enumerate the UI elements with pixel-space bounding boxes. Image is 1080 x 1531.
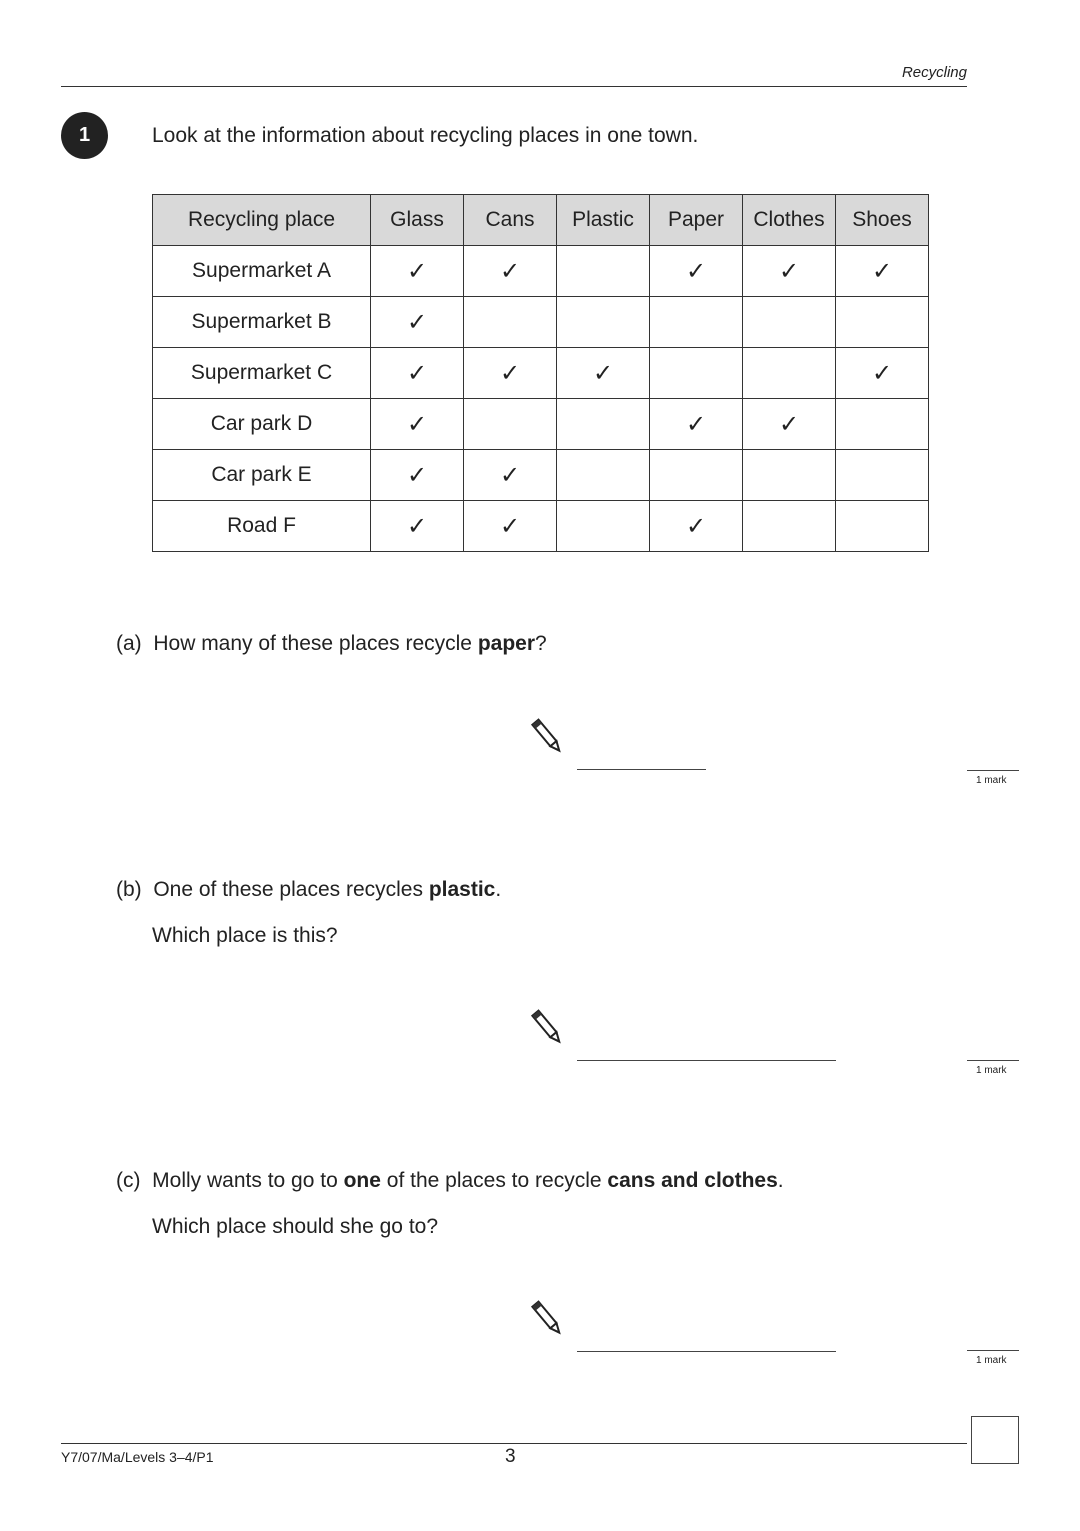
table-cell xyxy=(371,450,464,501)
check-icon: ✓ xyxy=(685,512,707,540)
place-name: Supermarket B xyxy=(153,297,371,348)
table-cell xyxy=(650,399,743,450)
column-header: Clothes xyxy=(743,195,836,246)
question-text: Molly wants to go to xyxy=(152,1169,344,1192)
question-text: One of these places recycles xyxy=(153,878,429,901)
emphasis: cans and clothes xyxy=(607,1169,778,1192)
table-cell xyxy=(836,297,929,348)
check-icon: ✓ xyxy=(685,410,707,438)
part-b-question xyxy=(116,878,501,902)
paper-code: Y7/07/Ma/Levels 3–4/P1 xyxy=(61,1449,214,1465)
table-cell xyxy=(557,348,650,399)
table-cell xyxy=(371,297,464,348)
part-b-subquestion: Which place is this? xyxy=(152,924,338,947)
mark-label: 1 mark xyxy=(976,1065,1007,1076)
column-header: Glass xyxy=(371,195,464,246)
table-cell xyxy=(464,348,557,399)
pencil-icon xyxy=(530,1298,564,1338)
place-name: Car park D xyxy=(153,399,371,450)
part-c-question xyxy=(116,1169,784,1193)
table-cell xyxy=(836,450,929,501)
table-cell xyxy=(650,501,743,552)
column-header-place: Recycling place xyxy=(153,195,371,246)
part-label: (c) xyxy=(116,1169,141,1192)
pencil-icon xyxy=(530,1007,564,1047)
emphasis: plastic xyxy=(428,878,496,901)
table-cell xyxy=(557,246,650,297)
place-name: Road F xyxy=(153,501,371,552)
table-cell xyxy=(557,297,650,348)
mark-box-line xyxy=(967,770,1019,771)
check-icon: ✓ xyxy=(871,257,893,285)
table-cell xyxy=(743,297,836,348)
table-cell xyxy=(836,348,929,399)
table-cell xyxy=(371,348,464,399)
mark-label: 1 mark xyxy=(976,1355,1007,1366)
table-cell xyxy=(836,246,929,297)
punctuation: . xyxy=(777,1169,784,1192)
place-name: Supermarket A xyxy=(153,246,371,297)
question-text: of the places to recycle xyxy=(380,1169,608,1192)
header-rule xyxy=(61,86,967,87)
part-label: (a) xyxy=(116,632,142,655)
table-cell xyxy=(743,348,836,399)
table-cell xyxy=(743,246,836,297)
check-icon: ✓ xyxy=(406,257,428,285)
part-a-question xyxy=(116,632,547,656)
check-icon: ✓ xyxy=(778,257,800,285)
table-cell xyxy=(836,501,929,552)
part-label: (b) xyxy=(116,878,142,901)
question-intro: Look at the information about recycling places in one town. xyxy=(152,124,699,147)
check-icon: ✓ xyxy=(406,410,428,438)
table-cell xyxy=(650,297,743,348)
table-cell xyxy=(464,297,557,348)
place-name: Supermarket C xyxy=(153,348,371,399)
table-cell xyxy=(371,246,464,297)
table-row xyxy=(153,297,929,348)
table-row xyxy=(153,450,929,501)
page-number: 3 xyxy=(505,1446,516,1467)
table-cell xyxy=(464,399,557,450)
punctuation: ? xyxy=(535,632,547,655)
column-header: Plastic xyxy=(557,195,650,246)
punctuation: . xyxy=(495,878,502,901)
check-icon: ✓ xyxy=(406,512,428,540)
question-number: 1 xyxy=(61,112,108,159)
table-cell xyxy=(743,399,836,450)
answer-line-b[interactable] xyxy=(577,1060,836,1061)
mark-label: 1 mark xyxy=(976,775,1007,786)
footer-rule xyxy=(61,1443,967,1444)
check-icon: ✓ xyxy=(499,257,521,285)
column-header: Paper xyxy=(650,195,743,246)
table-cell xyxy=(464,450,557,501)
table-cell xyxy=(650,246,743,297)
table-row xyxy=(153,399,929,450)
column-header: Cans xyxy=(464,195,557,246)
table-cell xyxy=(650,450,743,501)
table-cell xyxy=(464,246,557,297)
place-name: Car park E xyxy=(153,450,371,501)
question-text: How many of these places recycle xyxy=(153,632,478,655)
table-cell xyxy=(650,348,743,399)
answer-line-a[interactable] xyxy=(577,769,706,770)
table-cell xyxy=(743,501,836,552)
recycling-table xyxy=(152,194,929,552)
emphasis: one xyxy=(343,1169,381,1192)
pencil-icon xyxy=(530,716,564,756)
table-cell xyxy=(371,501,464,552)
table-cell xyxy=(557,450,650,501)
column-header: Shoes xyxy=(836,195,929,246)
table-cell xyxy=(371,399,464,450)
check-icon: ✓ xyxy=(406,308,428,336)
check-icon: ✓ xyxy=(871,359,893,387)
check-icon: ✓ xyxy=(778,410,800,438)
running-title: Recycling xyxy=(901,64,967,81)
part-c-subquestion: Which place should she go to? xyxy=(152,1215,439,1238)
page-total-box[interactable] xyxy=(971,1416,1019,1464)
check-icon: ✓ xyxy=(499,461,521,489)
table-row xyxy=(153,348,929,399)
check-icon: ✓ xyxy=(406,461,428,489)
table-cell xyxy=(836,399,929,450)
check-icon: ✓ xyxy=(499,512,521,540)
check-icon: ✓ xyxy=(499,359,521,387)
answer-line-c[interactable] xyxy=(577,1351,836,1352)
mark-box-line xyxy=(967,1350,1019,1351)
table-cell xyxy=(557,501,650,552)
mark-box-line xyxy=(967,1060,1019,1061)
check-icon: ✓ xyxy=(685,257,707,285)
table-cell xyxy=(743,450,836,501)
table-cell xyxy=(464,501,557,552)
table-row xyxy=(153,501,929,552)
table-row xyxy=(153,246,929,297)
table-body xyxy=(153,246,929,552)
check-icon: ✓ xyxy=(592,359,614,387)
table-header-row xyxy=(153,195,929,246)
check-icon: ✓ xyxy=(406,359,428,387)
emphasis: paper xyxy=(477,632,536,655)
table-cell xyxy=(557,399,650,450)
